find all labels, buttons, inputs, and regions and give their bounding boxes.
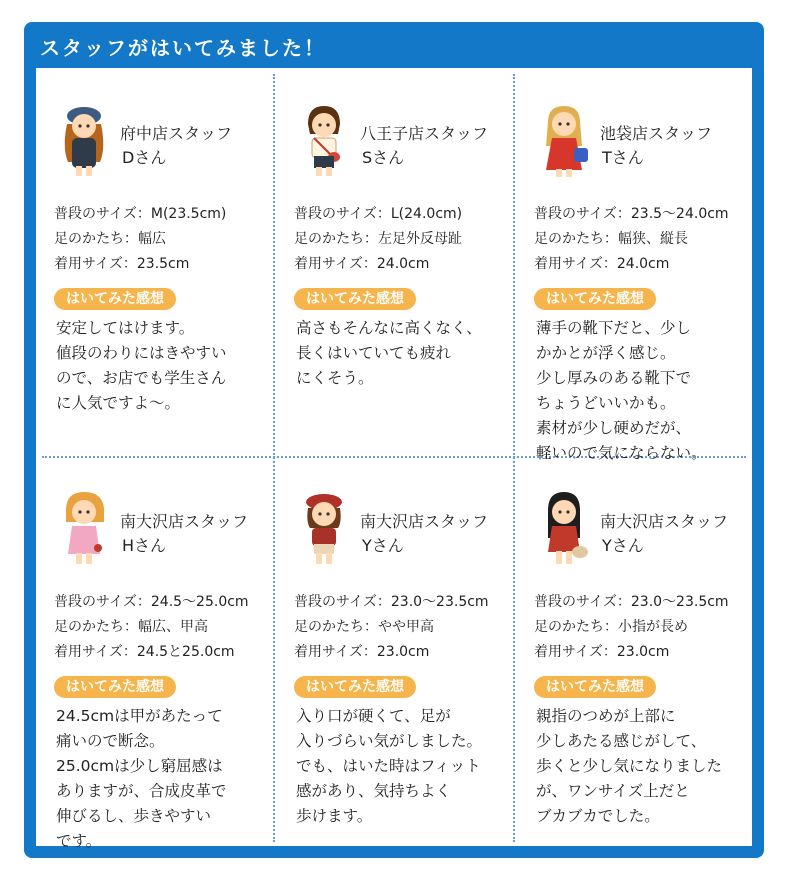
staff-avatar-icon [294,488,354,568]
impression-badge: はいてみた感想 [294,288,416,310]
comment-line: 高さもそんなに高くなく、 [296,319,482,337]
usual-size: 普段のサイズ：M(23.5cm) [54,206,227,222]
usual-size: 普段のサイズ：L(24.0cm) [294,206,463,222]
worn-size: 着用サイズ：24.5と25.0cm [54,644,235,660]
foot-shape: 足のかたち：幅狭、縦長 [534,231,688,247]
store-name: 南大沢店スタッフ [360,512,489,531]
comment-line: 軽いので気にならない。 [536,444,707,462]
comment-line: 薄手の靴下だと、少し [536,319,692,337]
staff-name: Yさん [602,536,644,555]
usual-size: 普段のサイズ：24.5～25.0cm [54,594,249,610]
comment-line: 伸びるし、歩きやすい [56,807,212,825]
comment-line: 痛いので断念。 [56,732,165,750]
foot-shape: 足のかたち：幅広、甲高 [54,619,208,635]
foot-shape: 足のかたち：やや甲高 [294,619,434,635]
staff-avatar-icon [294,100,354,180]
comment-line: 25.0cmは少し窮屈感は [56,757,223,775]
staff-avatar-icon [534,100,594,180]
impression-badge: はいてみた感想 [294,676,416,698]
staff-avatar-icon [54,100,114,180]
store-name: 池袋店スタッフ [600,124,713,143]
impression-comment [296,316,520,391]
staff-name: Hさん [122,536,167,555]
size-specs [534,590,729,665]
comment-line: に人気ですよ～。 [56,394,181,412]
worn-size: 着用サイズ：24.0cm [534,256,670,272]
staff-name: Yさん [362,536,404,555]
comment-line: 少し厚みのある靴下で [536,369,692,387]
comment-line: 少しあたる感じがして、 [536,732,707,750]
comment-line: ブカブカでした。 [536,807,660,825]
comment-line: 値段のわりにはきやすい [56,344,227,362]
comment-line: でも、はいた時はフィット [296,757,481,775]
usual-size: 普段のサイズ：23.0～23.5cm [294,594,489,610]
worn-size: 着用サイズ：23.5cm [54,256,190,272]
size-specs [294,590,489,665]
staff-name: Tさん [602,148,644,167]
foot-shape: 足のかたち：左足外反母趾 [294,231,462,247]
store-name: 南大沢店スタッフ [600,512,729,531]
comment-line: ちょうどいいかも。 [536,394,676,412]
impression-comment [296,704,520,829]
size-specs [54,590,249,665]
impression-comment [56,704,280,854]
staff-avatar-icon [534,488,594,568]
size-specs [294,202,462,277]
size-specs [534,202,729,277]
comment-line: ありますが、合成皮革で [56,782,227,800]
usual-size: 普段のサイズ：23.5～24.0cm [534,206,729,222]
foot-shape: 足のかたち：小指が長め [534,619,688,635]
section-title: スタッフがはいてみました！ [40,36,326,60]
comment-line: 入り口が硬くて、足が [296,707,451,725]
comment-line: 歩けます。 [296,807,373,825]
comment-line: にくそう。 [296,369,374,387]
comment-line: 感があり、気持ちよく [296,782,452,800]
comment-line: 素材が少し硬めだが、 [536,419,692,437]
size-specs [54,202,226,277]
usual-size: 普段のサイズ：23.0～23.5cm [534,594,729,610]
worn-size: 着用サイズ：23.0cm [534,644,670,660]
comment-line: 長くはいていても疲れ [296,344,452,362]
staff-grid [36,68,752,850]
worn-size: 着用サイズ：24.0cm [294,256,430,272]
impression-badge: はいてみた感想 [54,288,176,310]
staff-review-frame [24,22,764,858]
impression-badge: はいてみた感想 [534,676,656,698]
store-name: 府中店スタッフ [120,124,233,143]
comment-line: ので、お店でも学生さん [56,369,227,387]
comment-line: 24.5cmは甲があたって [56,707,223,725]
store-name: 八王子店スタッフ [360,124,489,143]
comment-line: 歩くと少し気になりました [536,757,723,775]
comment-line: 安定してはけます。 [56,319,195,337]
staff-name: Dさん [122,148,167,167]
worn-size: 着用サイズ：23.0cm [294,644,430,660]
staff-name: Sさん [362,148,405,167]
impression-comment [536,704,760,829]
impression-badge: はいてみた感想 [54,676,176,698]
comment-line: 入りづらい気がしました。 [296,732,483,750]
store-name: 南大沢店スタッフ [120,512,249,531]
comment-line: が、ワンサイズ上だと [536,782,690,800]
impression-comment [536,316,760,466]
foot-shape: 足のかたち：幅広 [54,231,166,247]
comment-line: かかとが浮く感じ。 [536,344,676,362]
comment-line: 親指のつめが上部に [536,707,676,725]
staff-avatar-icon [54,488,114,568]
impression-badge: はいてみた感想 [534,288,656,310]
impression-comment [56,316,280,416]
comment-line: です。 [56,832,102,850]
